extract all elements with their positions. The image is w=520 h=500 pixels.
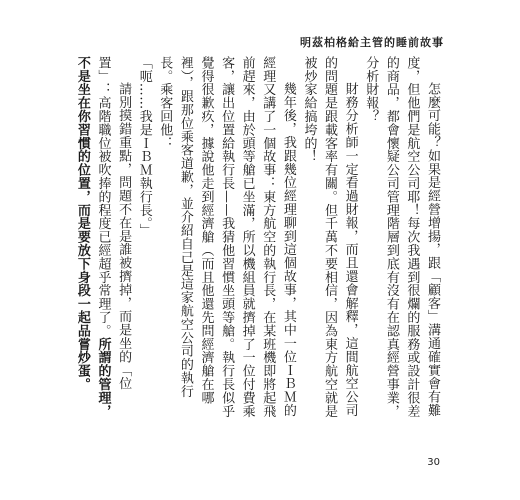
running-header: 明茲柏格給主管的睡前故事 — [300, 36, 444, 49]
paragraph-5 — [71, 56, 133, 422]
page-number: 30 — [427, 457, 440, 468]
paragraph-5-text: 請別摸錯重點，問題不在是誰被擠掉，而是坐的「位置」：高階職位被吹捧的程度已經超乎常理了。 — [95, 56, 132, 391]
paragraph-5-bold-conclusion: 所謂的管理，不是坐在你習慣的位置，而是要放下身段一起品嘗炒蛋。 — [74, 56, 111, 418]
paragraph-2: 財務分析師一定看過財報，而且還會解釋，這間航空公司的問題是跟載客率有關。但千萬不要相信，因為東方航空就是被炒家給搞垮的！ — [301, 56, 358, 418]
paragraph-1: 怎麼可能？如果是經營增揚，跟「顧客」溝通確實會有難度，但他們是航空公司耶！每次我遇到很爛的服務或設計很差的商品，都會懷疑公司管理階層到底有沒有在認真經營事業，分析財報？ — [363, 56, 440, 418]
body-text — [71, 56, 442, 422]
paragraph-4-quote: 「呃……我是ＩＢＭ執行長。」 — [136, 56, 152, 238]
paragraph-3: 幾年後，我跟幾位經理聊到這個故事，其中一位ＩＢＭ的經理又講了一個故事：東方航空的執行長，在某班機即將起飛前趕來，由於頭等艙已坐滿，所以機組員就擠掉了一位付費乘客，讓出位置給執行長——我猜他習慣坐頭等艙。執行長似乎覺得很歉疚，據說他走到經濟艙（而且他還先問經濟艙在哪裡），跟那位乘客道歉，並介紹自己是這家航空公司的執行長。乘客回他： — [157, 56, 296, 418]
